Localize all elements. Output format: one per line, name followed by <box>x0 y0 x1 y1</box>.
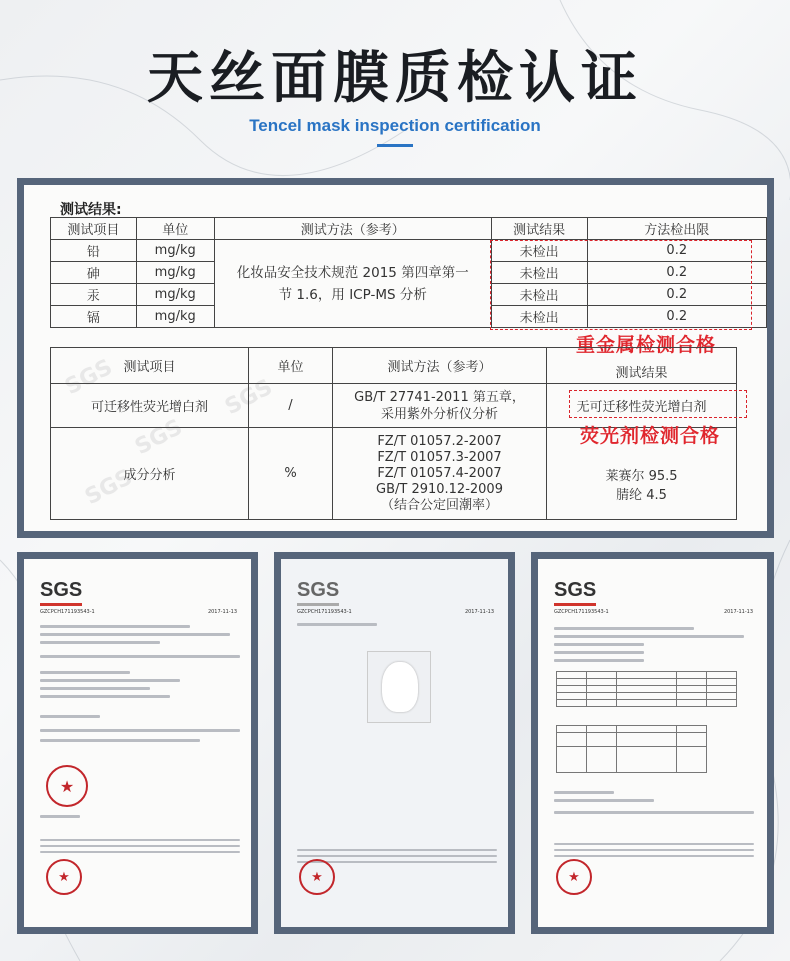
text-line <box>40 655 240 658</box>
result-line: 腈纶 4.5 <box>616 488 667 503</box>
text-line <box>297 623 377 626</box>
certificate-number: GZCPCH171193543-1 <box>554 609 609 615</box>
text-line <box>554 659 644 662</box>
test-report <box>24 185 767 531</box>
watermark: SGS <box>131 414 187 461</box>
text-line <box>554 627 694 630</box>
limit-cell: 0.2 <box>587 240 766 262</box>
col-header: 单位 <box>249 348 333 384</box>
text-line <box>40 839 240 841</box>
certificate-number-row <box>297 609 494 615</box>
method-cell <box>333 384 547 428</box>
item-cell: 砷 <box>51 262 137 284</box>
sgs-logo: SGS <box>40 579 82 606</box>
page-title: 天丝面膜质检认证 <box>147 46 643 111</box>
method-line: （结合公定回潮率） <box>380 497 498 513</box>
limit-cell: 0.2 <box>587 262 766 284</box>
heavy-metal-pass-note: 重金属检测合格 <box>576 334 717 356</box>
text-line <box>40 633 230 636</box>
item-cell: 成分分析 <box>51 428 249 520</box>
brightener-pass-note: 荧光剂检测合格 <box>580 425 721 447</box>
text-line <box>554 849 754 851</box>
title-underline <box>377 144 413 147</box>
method-line: 采用紫外分析仪分析 <box>380 406 498 422</box>
text-line <box>40 851 240 853</box>
text-line <box>554 635 744 638</box>
section-label: 测试结果: <box>60 202 122 218</box>
mini-result-table <box>556 671 737 707</box>
certificate-number-row <box>40 609 237 615</box>
text-line <box>40 671 130 674</box>
mini-result-table <box>556 725 707 773</box>
col-header: 单位 <box>136 218 214 240</box>
brightener-highlight <box>569 390 747 418</box>
method-cell <box>333 428 547 520</box>
result-line: 莱赛尔 95.5 <box>605 469 678 484</box>
page-subtitle: Tencel mask inspection certification <box>249 116 541 135</box>
text-line <box>40 679 180 682</box>
certificate-number: GZCPCH171193543-1 <box>297 609 352 615</box>
heavy-metal-highlight <box>490 240 752 330</box>
certificate-frame <box>17 552 258 934</box>
text-line <box>40 815 80 818</box>
table-header-row <box>51 348 737 384</box>
text-line <box>554 643 644 646</box>
method-line: FZ/T 01057.3-2007 <box>377 449 502 465</box>
text-line <box>554 843 754 845</box>
method-line: FZ/T 01057.4-2007 <box>377 465 502 481</box>
red-stamp-icon: ★ <box>46 859 82 895</box>
text-line <box>297 849 497 851</box>
method-cell: 化妆品安全技术规范 2015 第四章第一节 1.6，用 ICP-MS 分析 <box>214 240 491 328</box>
text-line <box>40 625 190 628</box>
sgs-logo: SGS <box>297 579 339 606</box>
certificate-frame <box>274 552 515 934</box>
unit-cell: / <box>249 384 333 428</box>
item-cell: 镉 <box>51 306 137 328</box>
certificate <box>24 559 251 927</box>
item-cell: 可迁移性荧光增白剂 <box>51 384 249 428</box>
text-line <box>40 739 200 742</box>
method-line: FZ/T 01057.2-2007 <box>377 433 502 449</box>
text-line <box>554 799 654 802</box>
certificate-date: 2017-11-13 <box>464 609 494 615</box>
text-line <box>40 687 150 690</box>
watermark: SGS <box>81 464 137 511</box>
method-line: GB/T 27741-2011 第五章， <box>354 389 525 405</box>
result-cell: 未检出 <box>491 306 587 328</box>
text-line <box>554 791 614 794</box>
certificate <box>538 559 767 927</box>
text-line <box>554 855 754 857</box>
sgs-logo: SGS <box>554 579 596 606</box>
red-stamp-icon: ★ <box>556 859 592 895</box>
sample-photo <box>367 651 431 723</box>
col-header: 测试项目 <box>51 218 137 240</box>
col-header: 测试方法（参考） <box>333 348 547 384</box>
certificate-date: 2017-11-13 <box>723 609 753 615</box>
text-line <box>554 811 754 814</box>
watermark: SGS <box>61 354 117 401</box>
text-line <box>554 651 644 654</box>
red-stamp-icon: ★ <box>299 859 335 895</box>
text-line <box>40 845 240 847</box>
certificate-number-row <box>554 609 753 615</box>
unit-cell: mg/kg <box>136 306 214 328</box>
unit-cell: % <box>249 428 333 520</box>
col-header: 测试项目 <box>51 348 249 384</box>
certificate-number: GZCPCH171193543-1 <box>40 609 95 615</box>
sgs-seal-icon: ★ <box>46 765 88 807</box>
certificate-date: 2017-11-13 <box>207 609 237 615</box>
text-line <box>40 641 160 644</box>
limit-cell: 0.2 <box>587 306 766 328</box>
result-cell: 未检出 <box>491 240 587 262</box>
col-header: 测试方法（参考） <box>214 218 491 240</box>
text-line <box>40 729 240 732</box>
watermark: SGS <box>221 374 277 421</box>
certificate-frame <box>531 552 774 934</box>
method-line: GB/T 2910.12-2009 <box>376 481 503 497</box>
test-report-frame <box>17 178 774 538</box>
unit-cell: mg/kg <box>136 262 214 284</box>
item-cell: 汞 <box>51 284 137 306</box>
col-header: 测试结果 <box>547 348 737 384</box>
text-line <box>40 715 100 718</box>
mask-icon <box>382 662 418 712</box>
result-cell: 无可迁移性荧光增白剂 <box>547 384 737 428</box>
certificate <box>281 559 508 927</box>
text-line <box>40 695 170 698</box>
limit-cell: 0.2 <box>587 284 766 306</box>
item-cell: 铅 <box>51 240 137 262</box>
text-line <box>297 855 497 857</box>
col-header: 测试结果 <box>491 218 587 240</box>
unit-cell: mg/kg <box>136 240 214 262</box>
result-cell: 未检出 <box>491 284 587 306</box>
table-header-row <box>51 218 767 240</box>
result-cell: 未检出 <box>491 262 587 284</box>
unit-cell: mg/kg <box>136 284 214 306</box>
col-header: 方法检出限 <box>587 218 766 240</box>
